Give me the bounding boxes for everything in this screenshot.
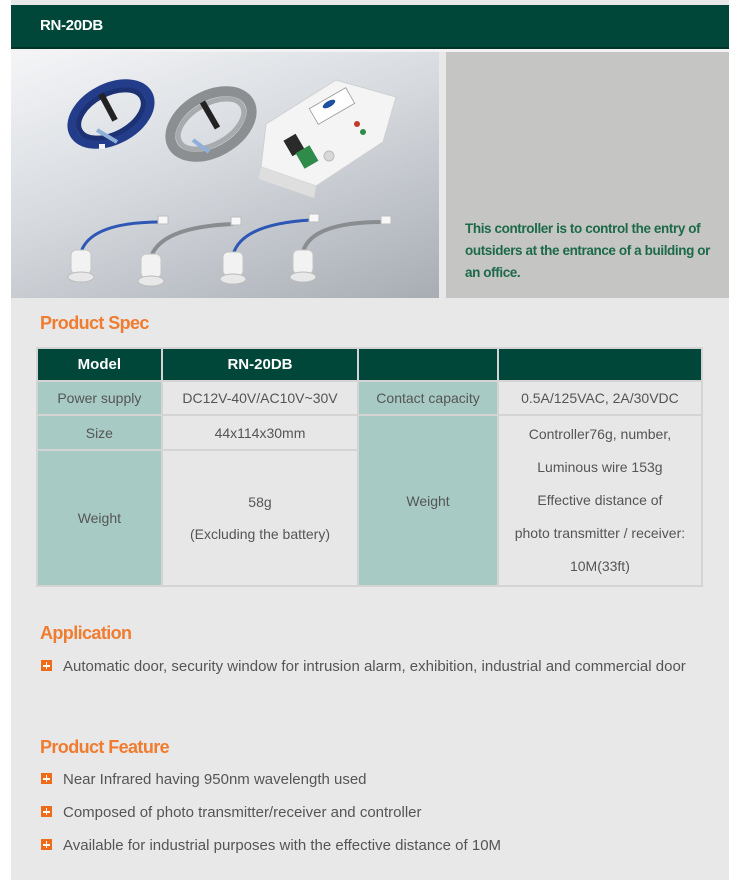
application-item-text: Automatic door, security window for intrusion alarm, exhibition, industrial and commercial door [63,658,686,675]
size-value: 44x114x30mm [162,415,359,450]
feature-item-text: Composed of photo transmitter/receiver and controller [63,804,422,821]
application-heading: Application [40,623,132,643]
power-supply-label: Power supply [37,381,162,415]
contact-capacity-value: 0.5A/125VAC, 2A/30VDC [498,381,702,415]
application-list [41,650,711,683]
product-page [11,0,729,880]
weight-right-line: photo transmitter / receiver: [514,525,686,541]
header-empty-2 [498,348,702,381]
plus-icon [41,839,52,850]
weight-left-line: 58g [248,494,272,510]
weight-value-left [162,450,359,586]
list-item [41,796,711,829]
title-bar [11,5,729,49]
plus-icon [41,773,52,784]
contact-capacity-label: Contact capacity [358,381,498,415]
product-description: This controller is to control the entry of outsiders at the entrance of a building or an office. [465,221,710,280]
blue-wire-coil [62,71,161,156]
page-title: RN-20DB [40,17,103,34]
weight-right-line: Luminous wire 153g [537,459,663,475]
plus-icon [41,806,52,817]
weight-left-line: (Excluding the battery) [189,526,331,542]
weight-right-line: 10M(33ft) [569,558,630,574]
size-label: Size [37,415,162,450]
spec-header-row [37,348,702,381]
product-illustration [11,52,439,298]
weight-label-right: Weight [358,415,498,586]
product-spec-heading: Product Spec [40,313,149,333]
weight-value-right [498,415,702,586]
feature-item-text: Near Infrared having 950nm wavelength used [63,771,367,788]
power-supply-value: DC12V-40V/AC10V~30V [162,381,359,415]
header-empty-1 [358,348,498,381]
sensor-4 [290,216,391,282]
description-panel [446,52,729,298]
controller-box [259,80,396,198]
weight-label-left: Weight [37,450,162,586]
list-item [41,650,711,683]
table-row [37,415,702,450]
list-item [41,763,711,796]
list-item [41,829,711,862]
weight-right-line: Controller76g, number, [528,426,672,442]
header-model-value: RN-20DB [162,348,359,381]
weight-right-line: Effective distance of [537,492,663,508]
header-model: Model [37,348,162,381]
table-row [37,381,702,415]
spec-table [36,347,703,587]
product-image [11,52,439,298]
plus-icon [41,660,52,671]
gray-wire-coil [159,78,263,170]
feature-list [41,763,711,862]
feature-item-text: Available for industrial purposes with the effective distance of 10M [63,837,502,854]
product-feature-heading: Product Feature [40,737,170,757]
